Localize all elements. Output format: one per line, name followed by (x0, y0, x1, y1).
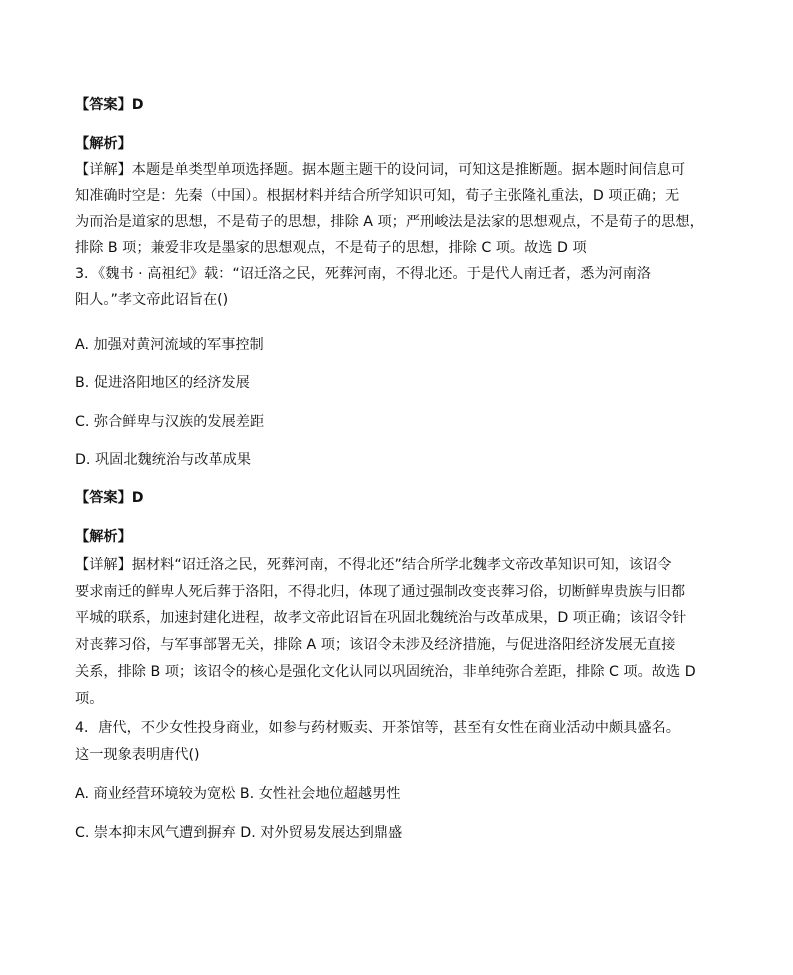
detail-line-q3-2: 要求南迁的鲜卑人死后葬于洛阳，不得北归，体现了通过强制改变丧葬习俗，切断鲜卑贵族与旧都 (75, 584, 686, 600)
question-3-option-b: B. 促进洛阳地区的经济发展 (75, 375, 250, 391)
question-4-stem-line-1: 4．唐代，不少女性投身商业，如参与药材贩卖、开茶馆等，甚至有女性在商业活动中颇具盛名。 (75, 720, 680, 736)
analysis-label-q2: 【解析】 (75, 136, 132, 152)
question-4-options-line-1: A. 商业经营环境较为宽松 B. 女性社会地位超越男性 (75, 786, 401, 802)
analysis-label-q3: 【解析】 (75, 529, 132, 545)
detail-line-q2-2: 知准确时空是：先秦（中国）。根据材料并结合所学知识可知，荀子主张隆礼重法，D 项正确；无 (75, 188, 680, 204)
question-3-option-d: D. 巩固北魏统治与改革成果 (75, 452, 252, 468)
question-3-stem-line-1: 3．《魏书 · 高祖纪》载：“诏迁洛之民，死葬河南，不得北还。于是代人南迁者，悉为河南洛 (75, 266, 652, 282)
detail-line-q2-1: 【详解】本题是单类型单项选择题。据本题主题干的设问词，可知这是推断题。据本题时间信息可 (75, 162, 686, 178)
question-3-option-c: C. 弥合鲜卑与汉族的发展差距 (75, 414, 265, 430)
question-3-option-a: A. 加强对黄河流域的军事控制 (75, 337, 264, 353)
detail-line-q3-4: 对丧葬习俗，与军事部署无关，排除 A 项；该诏令未涉及经济措施，与促进洛阳经济发展无直接 (75, 637, 676, 653)
question-4-stem-line-2: 这一现象表明唐代() (75, 747, 200, 763)
detail-line-q2-3: 为而治是道家的思想，不是荀子的思想，排除 A 项；严刑峻法是法家的思想观点，不是荀子的思想， (75, 214, 704, 230)
detail-line-q3-6: 项。 (75, 691, 104, 707)
answer-label-q2: 【答案】D (75, 97, 144, 113)
question-3-stem-line-2: 阳人。”孝文帝此诏旨在() (75, 292, 229, 308)
answer-label-q3: 【答案】D (75, 490, 144, 506)
detail-line-q3-1: 【详解】据材料“诏迁洛之民，死葬河南，不得北还”结合所学北魏孝文帝改革知识可知，该诏令 (75, 557, 672, 573)
detail-line-q3-5: 关系，排除 B 项；该诏令的核心是强化文化认同以巩固统治，非单纯弥合差距，排除 C 项。故选 D (75, 664, 696, 680)
question-4-options-line-2: C. 崇本抑末风气遭到摒弃 D. 对外贸易发展达到鼎盛 (75, 825, 403, 841)
detail-line-q2-4: 排除 B 项；兼爱非攻是墨家的思想观点，不是荀子的思想，排除 C 项。故选 D 项 (75, 240, 587, 256)
detail-line-q3-3: 平城的联系，加速封建化进程，故孝文帝此诏旨在巩固北魏统治与改革成果，D 项正确；该诏令针 (75, 610, 687, 626)
